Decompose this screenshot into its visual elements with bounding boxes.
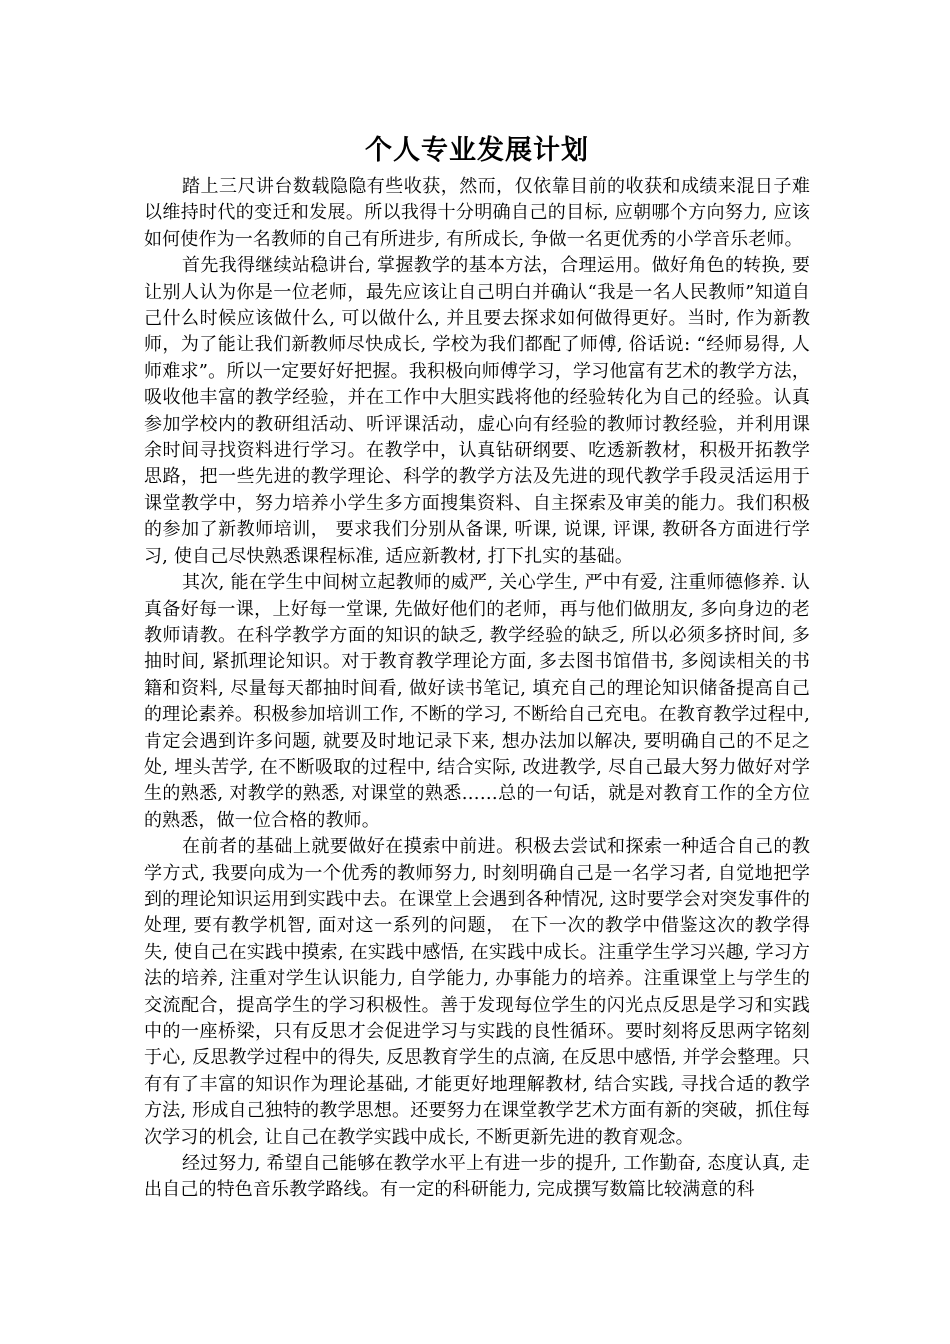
paragraph-3: 其次, 能在学生中间树立起教师的威严, 关心学生, 严中有爱, 注重师德修养. 认真备好每一课，上好每一堂课, 先做好他们的老师，再与他们做朋友, 多向身边的老教师请教。在科学教学方面的知识的缺乏, 教学经验的缺乏, 所以必须多挤时间, 多抽时间, 紧抓理论知识。对于教育教学理论方面, 多去图书馆借书, 多阅读相关的书籍和资料, 尽量每天都抽时间看, 做好读书笔记, 填充自己的理论知识储备提高自己的理论素养。积极参加培训工作, 不断的学习, 不断给自己充电。在教育教学过程中, 肯定会遇到许多问题, 就要及时地记录下来, 想办法加以解决, 要明确自己的不足之处, 埋头苦学, 在不断吸取的过程中, 结合实际, 改进教学, 尽自己最大努力做好对学生的熟悉, 对教学的熟悉, 对课堂的熟悉……总的一句话，就是对教育工作的全方位的熟悉，做一位合格的教师。	[144, 572, 810, 831]
paragraph-2: 首先我得继续站稳讲台, 掌握教学的基本方法，合理运用。做好角色的转换, 要让别人认为你是一位老师，最先应该让自己明白并确认“我是一名人民教师”知道自己什么时候应该做什么, 可以做什么, 并且要去探求如何做得更好。当时, 作为新教师，为了能让我们新教师尽快成长, 学校为我们都配了师傅, 俗话说: “经师易得, 人师难求”。所以一定要好好把握。我积极向师傅学习，学习他富有艺术的教学方法，吸收他丰富的教学经验，并在工作中大胆实践将他的经验转化为自己的经验。认真参加学校内的教研组活动、听评课活动，虚心向有经验的教师讨教经验，并利用课余时间寻找资料进行学习。在教学中，认真钻研纲要、吃透新教材，积极开拓教学思路，把一些先进的教学理论、科学的教学方法及先进的现代教学手段灵活运用于课堂教学中，努力培养小学生多方面搜集资料、自主探索及审美的能力。我们积极的参加了新教师培训， 要求我们分别从备课, 听课, 说课, 评课, 教研各方面进行学习, 使自己尽快熟悉课程标准, 适应新教材, 打下扎实的基础。	[144, 255, 810, 567]
paragraph-5: 经过努力, 希望自己能够在教学水平上有进一步的提升, 工作勤奋, 态度认真, 走出自己的特色音乐教学路线。有一定的科研能力, 完成撰写数篇比较满意的科	[144, 1153, 810, 1201]
document-title: 个人专业发展计划	[365, 135, 589, 166]
paragraph-1: 踏上三尺讲台数载隐隐有些收获，然而，仅依靠目前的收获和成绩来混日子难以维持时代的变迁和发展。所以我得十分明确自己的目标, 应朝哪个方向努力, 应该如何使作为一名教师的自己有所进步, 有所成长, 争做一名更优秀的小学音乐老师。	[144, 176, 810, 250]
document-page	[144, 128, 810, 1204]
paragraph-4: 在前者的基础上就要做好在摸索中前进。积极去尝试和探索一种适合自己的教学方式, 我要向成为一个优秀的教师努力, 时刻明确自己是一名学习者, 自觉地把学到的理论知识运用到实践中去。在课堂上会遇到各种情况, 这时要学会对突发事件的处理, 要有教学机智, 面对这一系列的问题， 在下一次的教学中借鉴这次的教学得失, 使自己在实践中摸索, 在实践中感悟, 在实践中成长。注重学生学习兴趣, 学习方法的培养, 注重对学生认识能力, 自学能力, 办事能力的培养。注重课堂上与学生的交流配合，提高学生的学习积极性。善于发现每位学生的闪光点反思是学习和实践中的一座桥梁，只有反思才会促进学习与实践的良性循环。要时刻将反思两字铭刻于心, 反思教学过程中的得失, 反思教育学生的点滴, 在反思中感悟, 并学会整理。只有有了丰富的知识作为理论基础, 才能更好地理解教材, 结合实践, 寻找合适的教学方法, 形成自己独特的教学思想。还要努力在课堂教学艺术方面有新的突破，抓住每次学习的机会, 让自己在教学实践中成长, 不断更新先进的教育观念。	[144, 836, 810, 1148]
